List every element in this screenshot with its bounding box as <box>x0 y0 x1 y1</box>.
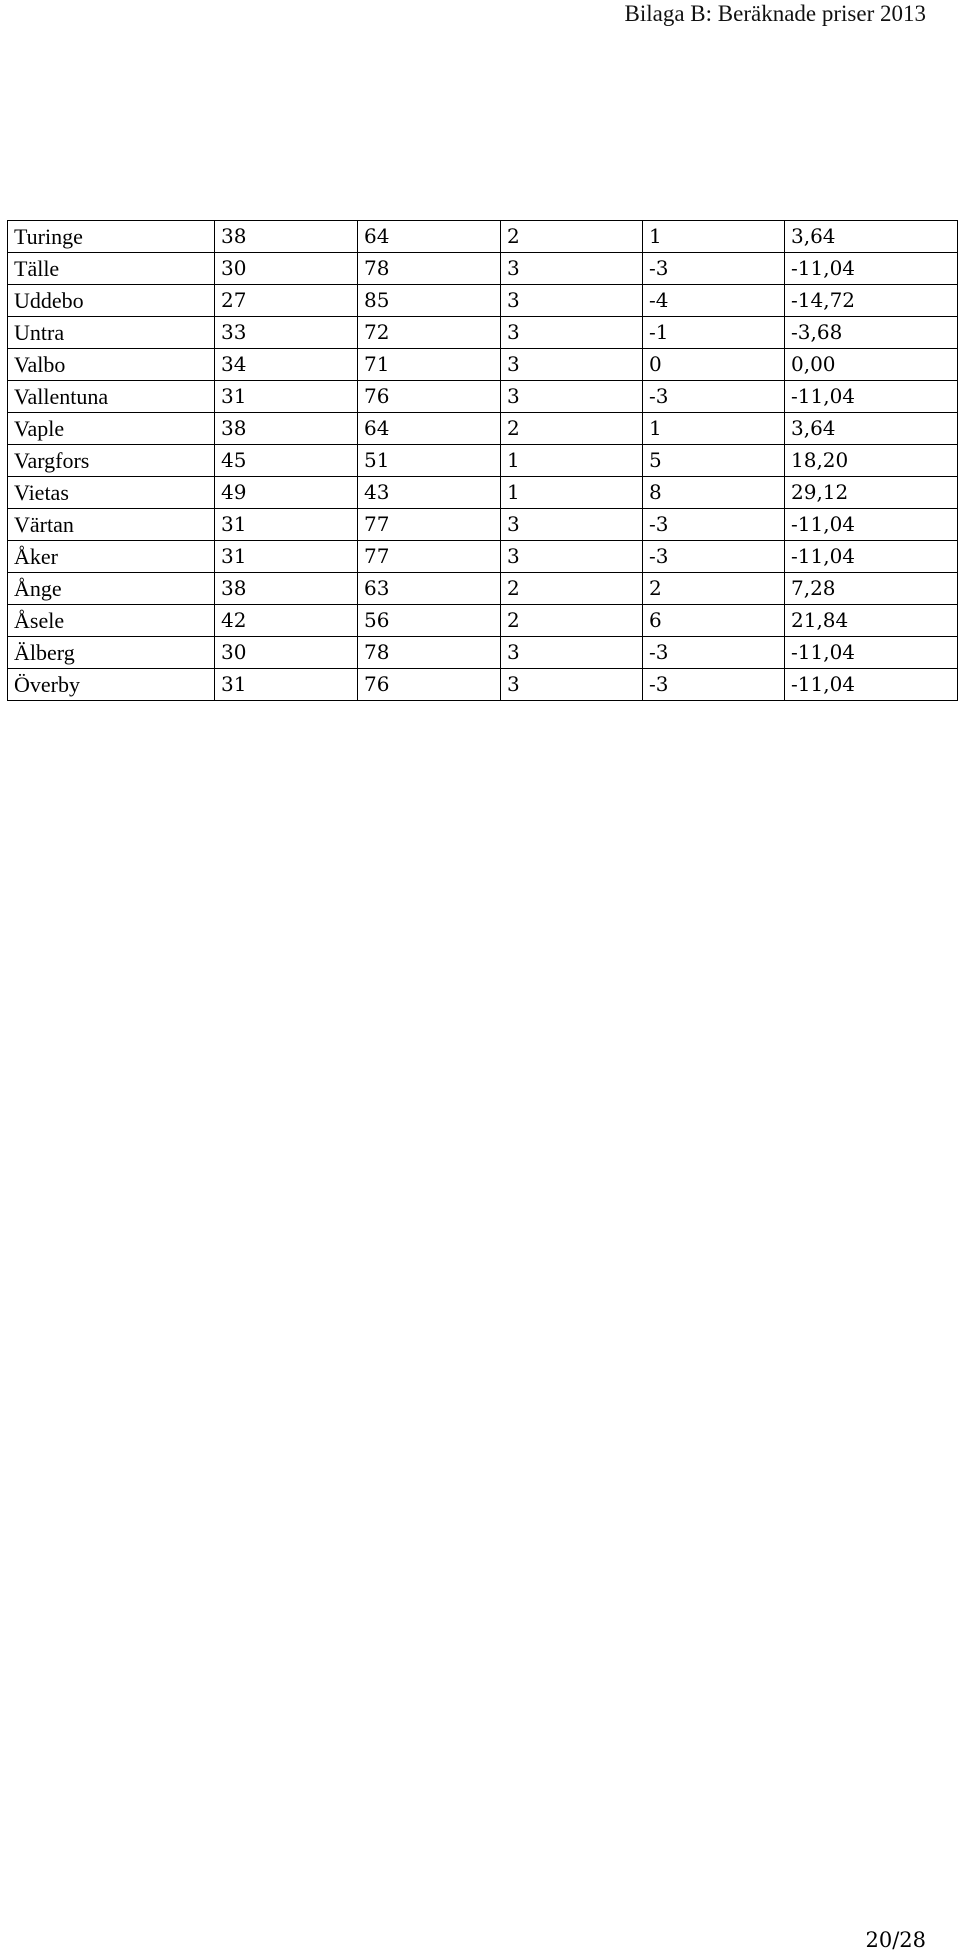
row-value-cell: 33 <box>215 317 358 349</box>
row-value-cell: -11,04 <box>785 669 958 701</box>
row-value-cell: 72 <box>358 317 501 349</box>
row-value-cell: 2 <box>501 413 643 445</box>
row-value-cell: -3 <box>643 541 785 573</box>
row-value-cell: 2 <box>643 573 785 605</box>
row-location-name: Överby <box>8 669 215 701</box>
row-value-cell: 3 <box>501 253 643 285</box>
row-value-cell: 0,00 <box>785 349 958 381</box>
row-value-cell: 31 <box>215 509 358 541</box>
row-value-cell: 21,84 <box>785 605 958 637</box>
page-header-title: Bilaga B: Beräknade priser 2013 <box>624 1 926 26</box>
row-value-cell: 78 <box>358 637 501 669</box>
row-value-cell: 76 <box>358 669 501 701</box>
row-value-cell: 1 <box>643 413 785 445</box>
table-row <box>8 605 958 637</box>
row-value-cell: -3 <box>643 637 785 669</box>
row-value-cell: -11,04 <box>785 637 958 669</box>
row-value-cell: 27 <box>215 285 358 317</box>
row-value-cell: 3 <box>501 317 643 349</box>
row-value-cell: 51 <box>358 445 501 477</box>
row-value-cell: 5 <box>643 445 785 477</box>
table-row <box>8 413 958 445</box>
row-value-cell: 31 <box>215 541 358 573</box>
row-value-cell: 77 <box>358 541 501 573</box>
row-value-cell: -14,72 <box>785 285 958 317</box>
row-value-cell: -3 <box>643 381 785 413</box>
row-value-cell: 8 <box>643 477 785 509</box>
row-value-cell: 1 <box>643 221 785 253</box>
table-row <box>8 509 958 541</box>
row-value-cell: 85 <box>358 285 501 317</box>
table-row <box>8 637 958 669</box>
row-value-cell: 38 <box>215 573 358 605</box>
row-value-cell: 56 <box>358 605 501 637</box>
row-value-cell: 1 <box>501 477 643 509</box>
row-value-cell: 31 <box>215 381 358 413</box>
row-location-name: Åsele <box>8 605 215 637</box>
row-value-cell: 3 <box>501 349 643 381</box>
row-value-cell: 3 <box>501 509 643 541</box>
row-value-cell: 49 <box>215 477 358 509</box>
row-value-cell: 45 <box>215 445 358 477</box>
row-value-cell: 63 <box>358 573 501 605</box>
row-value-cell: 38 <box>215 221 358 253</box>
row-value-cell: 3 <box>501 637 643 669</box>
table-row <box>8 317 958 349</box>
row-value-cell: 7,28 <box>785 573 958 605</box>
row-value-cell: 0 <box>643 349 785 381</box>
row-location-name: Älberg <box>8 637 215 669</box>
row-value-cell: 3 <box>501 541 643 573</box>
table-row <box>8 285 958 317</box>
row-value-cell: 71 <box>358 349 501 381</box>
row-value-cell: -3 <box>643 253 785 285</box>
row-value-cell: 64 <box>358 221 501 253</box>
row-value-cell: 64 <box>358 413 501 445</box>
table-row <box>8 477 958 509</box>
table-row <box>8 445 958 477</box>
row-value-cell: 2 <box>501 605 643 637</box>
row-value-cell: 42 <box>215 605 358 637</box>
row-location-name: Vargfors <box>8 445 215 477</box>
row-value-cell: 18,20 <box>785 445 958 477</box>
row-value-cell: 30 <box>215 253 358 285</box>
row-value-cell: 78 <box>358 253 501 285</box>
price-table-body <box>8 221 958 701</box>
row-value-cell: -11,04 <box>785 509 958 541</box>
row-location-name: Untra <box>8 317 215 349</box>
row-value-cell: 30 <box>215 637 358 669</box>
row-location-name: Uddebo <box>8 285 215 317</box>
row-value-cell: 77 <box>358 509 501 541</box>
row-value-cell: 43 <box>358 477 501 509</box>
row-value-cell: 3 <box>501 381 643 413</box>
row-value-cell: 3 <box>501 669 643 701</box>
table-row <box>8 669 958 701</box>
row-value-cell: 3 <box>501 285 643 317</box>
row-location-name: Tälle <box>8 253 215 285</box>
price-table <box>7 220 958 701</box>
table-row <box>8 573 958 605</box>
row-value-cell: 6 <box>643 605 785 637</box>
row-value-cell: -3 <box>643 669 785 701</box>
row-value-cell: -11,04 <box>785 381 958 413</box>
row-value-cell: 1 <box>501 445 643 477</box>
table-row <box>8 541 958 573</box>
row-value-cell: -11,04 <box>785 253 958 285</box>
row-value-cell: 34 <box>215 349 358 381</box>
row-value-cell: -3,68 <box>785 317 958 349</box>
row-location-name: Ånge <box>8 573 215 605</box>
row-location-name: Värtan <box>8 509 215 541</box>
table-row <box>8 253 958 285</box>
row-value-cell: 38 <box>215 413 358 445</box>
row-value-cell: 3,64 <box>785 413 958 445</box>
row-value-cell: -4 <box>643 285 785 317</box>
row-location-name: Vaple <box>8 413 215 445</box>
table-row <box>8 349 958 381</box>
row-value-cell: 2 <box>501 573 643 605</box>
table-row <box>8 221 958 253</box>
row-value-cell: -11,04 <box>785 541 958 573</box>
row-location-name: Åker <box>8 541 215 573</box>
page-number: 20/28 <box>865 1928 926 1952</box>
row-value-cell: 76 <box>358 381 501 413</box>
row-value-cell: 29,12 <box>785 477 958 509</box>
row-value-cell: 2 <box>501 221 643 253</box>
row-value-cell: 3,64 <box>785 221 958 253</box>
row-value-cell: 31 <box>215 669 358 701</box>
row-location-name: Turinge <box>8 221 215 253</box>
row-location-name: Vietas <box>8 477 215 509</box>
row-value-cell: -3 <box>643 509 785 541</box>
row-value-cell: -1 <box>643 317 785 349</box>
row-location-name: Vallentuna <box>8 381 215 413</box>
row-location-name: Valbo <box>8 349 215 381</box>
table-row <box>8 381 958 413</box>
